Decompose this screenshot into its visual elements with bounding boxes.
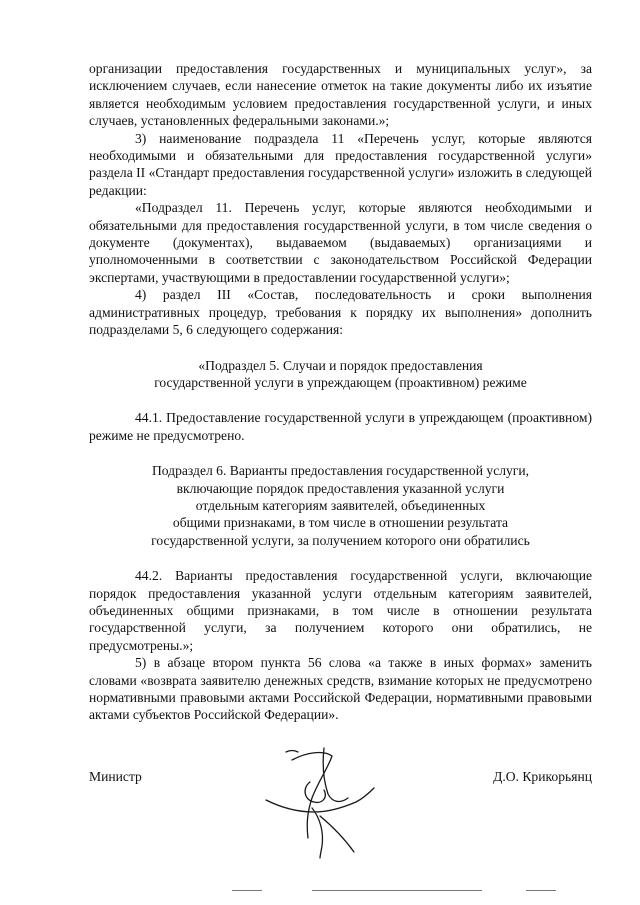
paragraph-continuation: организации предоставления государственных и муниципальных услуг», за исключением случаев, если нанесение отметок на такие документы либо их изъятие является необходимым условием предоставления государственной услуги, и иных случаев, установленных федеральными законами.»; (89, 61, 592, 129)
paragraph-44-1: 44.1. Предоставление государственной услуги в упреждающем (проактивном) режиме не предусмотрено. (89, 410, 592, 443)
signatory-title: Министр (89, 769, 142, 784)
heading-line: общими признаками, в том числе в отношении результата (172, 515, 509, 531)
heading-line: отдельным категориям заявителей, объединенных (195, 497, 486, 513)
footer-rule (232, 890, 262, 891)
paragraph-item-3: 3) наименование подраздела 11 «Перечень услуг, которые являются необходимыми и обязательными для предоставления государственной услуги» раздела II «Стандарт предоставления государственной услуги» изложить в следующей редакции: (89, 130, 592, 198)
heading-line: государственной услуги, за получением которого они обратились (151, 532, 530, 548)
signatory-name: Д.О. Крикорьянц (493, 769, 592, 784)
heading-line: «Подраздел 5. Случаи и порядок предоставления (198, 357, 483, 373)
document-body (89, 60, 592, 724)
heading-line: включающие порядок предоставления указанной услуги (176, 480, 505, 496)
paragraph-item-5: 5) в абзаце втором пункта 56 слова «а также в иных формах» заменить словами «возврата заявителю денежных средств, взимание которых не предусмотрено нормативными правовыми актами Российской Федерации, нормативными правовыми актами субъектов Российской Федерации». (89, 655, 592, 723)
heading-subsection-6 (89, 462, 592, 549)
paragraph-44-2: 44.2. Варианты предоставления государственной услуги, включающие порядок предоставления указанной услуги отдельным категориям заявителей, объединенных общими признаками, в том числе в отношении результата государственной услуги, за получением которого они обратились, не предусмотрены.»; (89, 568, 592, 653)
heading-line: государственной услуги в упреждающем (проактивном) режиме (154, 374, 527, 390)
heading-subsection-5 (89, 357, 592, 392)
handwritten-signature-image (262, 742, 382, 862)
paragraph-item-4: 4) раздел III «Состав, последовательность и сроки выполнения административных процедур, требования к порядку их выполнения» дополнить подразделами 5, 6 следующего содержания: (89, 287, 592, 338)
footer-rule (526, 890, 556, 891)
paragraph-subsection-11: «Подраздел 11. Перечень услуг, которые являются необходимыми и обязательными для предоставления государственной услуги, в том числе сведения о документе (документах), выдаваемом (выдаваемых) организациями и уполномоченными в соответствии с законодательством Российской Федерации экспертами, участвующими в предоставлении государственной услуги»; (89, 200, 592, 285)
heading-line: Подраздел 6. Варианты предоставления государственной услуги, (151, 463, 530, 479)
footer-rule (312, 890, 482, 891)
